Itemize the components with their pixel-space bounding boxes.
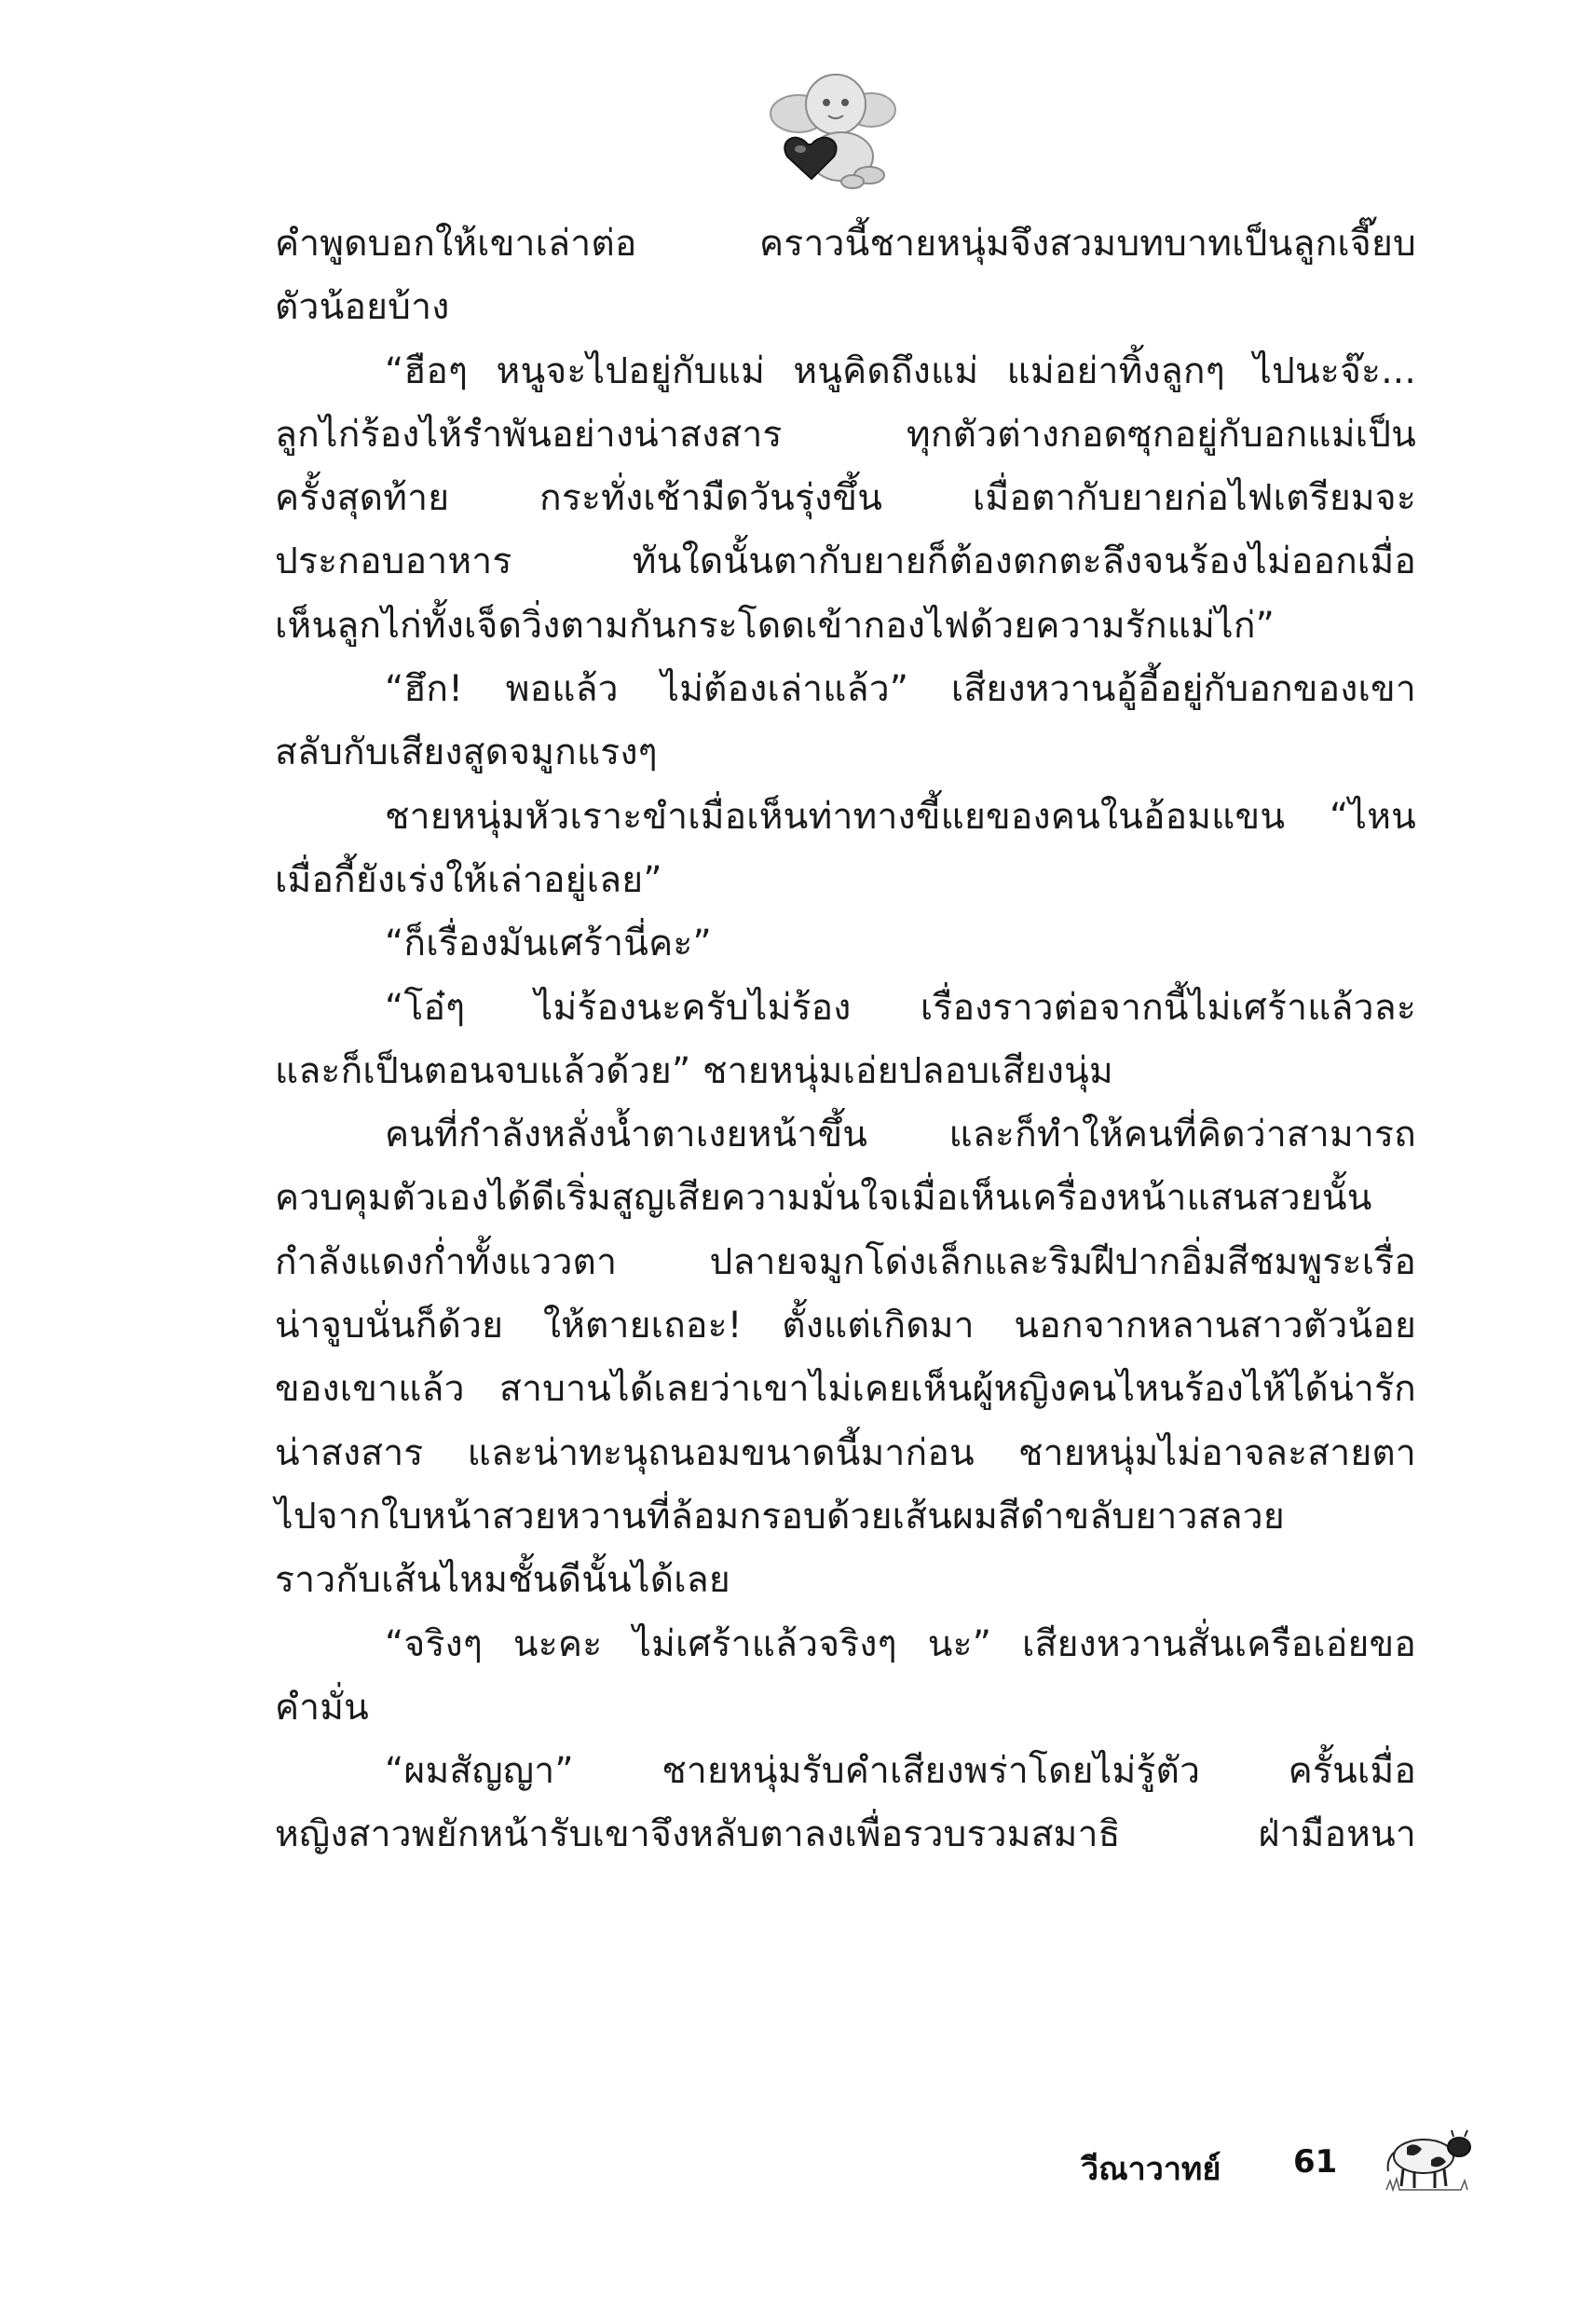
text-line: “จริงๆ นะคะ ไม่เศร้าแล้วจริงๆ นะ” เสียงหวานสั่นเครือเอ่ยขอ bbox=[385, 1622, 1416, 1665]
text-line: หญิงสาวพยักหน้ารับเขาจึงหลับตาลงเพื่อรวบรวมสมาธิ ฝ่ามือหนา bbox=[275, 1813, 1416, 1856]
text-line: ไปจากใบหน้าสวยหวานที่ล้อมกรอบด้วยเส้นผมสีดำขลับยาวสลวย bbox=[275, 1495, 1285, 1538]
text-line: ควบคุมตัวเองได้ดีเริ่มสูญเสียความมั่นใจเมื่อเห็นเครื่องหน้าแสนสวยนั้น bbox=[275, 1177, 1372, 1220]
text-line: เห็นลูกไก่ทั้งเจ็ดวิ่งตามกันกระโดดเข้ากองไฟด้วยความรักแม่ไก่” bbox=[275, 604, 1275, 647]
text-line: ครั้งสุดท้าย กระทั่งเช้ามืดวันรุ่งขึ้น เมื่อตากับยายก่อไฟเตรียมจะ bbox=[275, 477, 1416, 520]
text-line: ประกอบอาหาร ทันใดนั้นตากับยายก็ต้องตกตะลึงจนร้องไม่ออกเมื่อ bbox=[275, 540, 1416, 583]
text-line: ตัวน้อยบ้าง bbox=[275, 286, 450, 329]
book-title: วีณาวาทย์ bbox=[1081, 2151, 1221, 2188]
story-text bbox=[275, 212, 1416, 1867]
text-line: ราวกับเส้นไหมชั้นดีนั้นได้เลย bbox=[275, 1559, 730, 1602]
text-line: น่าจูบนั่นก็ด้วย ให้ตายเถอะ! ตั้งแต่เกิดมา นอกจากหลานสาวตัวน้อย bbox=[275, 1305, 1416, 1347]
text-line: คำพูดบอกให้เขาเล่าต่อ คราวนี้ชายหนุ่มจึงสวมบทบาทเป็นลูกเจี๊ยบ bbox=[275, 223, 1416, 265]
text-line: “ฮือๆ หนูจะไปอยู่กับแม่ หนูคิดถึงแม่ แม่อย่าทิ้งลูกๆ ไปนะจ๊ะ... bbox=[385, 349, 1416, 392]
text-line: คำมั่น bbox=[275, 1686, 369, 1729]
text-line: “ผมสัญญา” ชายหนุ่มรับคำเสียงพร่าโดยไม่รู้ตัว ครั้นเมื่อ bbox=[385, 1750, 1416, 1793]
text-line: “ก็เรื่องมันเศร้านี่คะ” bbox=[385, 923, 712, 965]
cherub-with-heart-icon bbox=[759, 56, 913, 196]
text-line: สลับกับเสียงสูดจมูกแรงๆ bbox=[275, 732, 658, 774]
text-line: “ฮึก! พอแล้ว ไม่ต้องเล่าแล้ว” เสียงหวานอู้อี้อยู่กับอกของเขา bbox=[385, 668, 1416, 711]
text-line: น่าสงสาร และน่าทะนุถนอมขนาดนี้มาก่อน ชายหนุ่มไม่อาจละสายตา bbox=[275, 1431, 1416, 1474]
text-line: กำลังแดงก่ำทั้งแววตา ปลายจมูกโด่งเล็กและริมฝีปากอิ่มสีชมพูระเรื่อ bbox=[275, 1240, 1416, 1283]
text-line: “โอ๋ๆ ไม่ร้องนะครับไม่ร้อง เรื่องราวต่อจากนี้ไม่เศร้าแล้วละ bbox=[385, 986, 1416, 1029]
text-line: คนที่กำลังหลั่งน้ำตาเงยหน้าขึ้น และก็ทำให้คนที่คิดว่าสามารถ bbox=[385, 1114, 1416, 1156]
text-line: ชายหนุ่มหัวเราะขำเมื่อเห็นท่าทางขี้แยของคนในอ้อมแขน “ไหน bbox=[385, 795, 1416, 838]
text-line: ลูกไก่ร้องไห้รำพันอย่างน่าสงสาร ทุกตัวต่างกอดซุกอยู่กับอกแม่เป็น bbox=[275, 413, 1416, 456]
page-number: 61 bbox=[1293, 2143, 1338, 2181]
text-line: และก็เป็นตอนจบแล้วด้วย” ชายหนุ่มเอ่ยปลอบเสียงนุ่ม bbox=[275, 1049, 1113, 1092]
text-line: ของเขาแล้ว สาบานได้เลยว่าเขาไม่เคยเห็นผู้หญิงคนไหนร้องไห้ได้น่ารัก bbox=[275, 1368, 1416, 1411]
text-line: เมื่อกี้ยังเร่งให้เล่าอยู่เลย” bbox=[275, 858, 662, 901]
cow-icon bbox=[1379, 2123, 1477, 2193]
